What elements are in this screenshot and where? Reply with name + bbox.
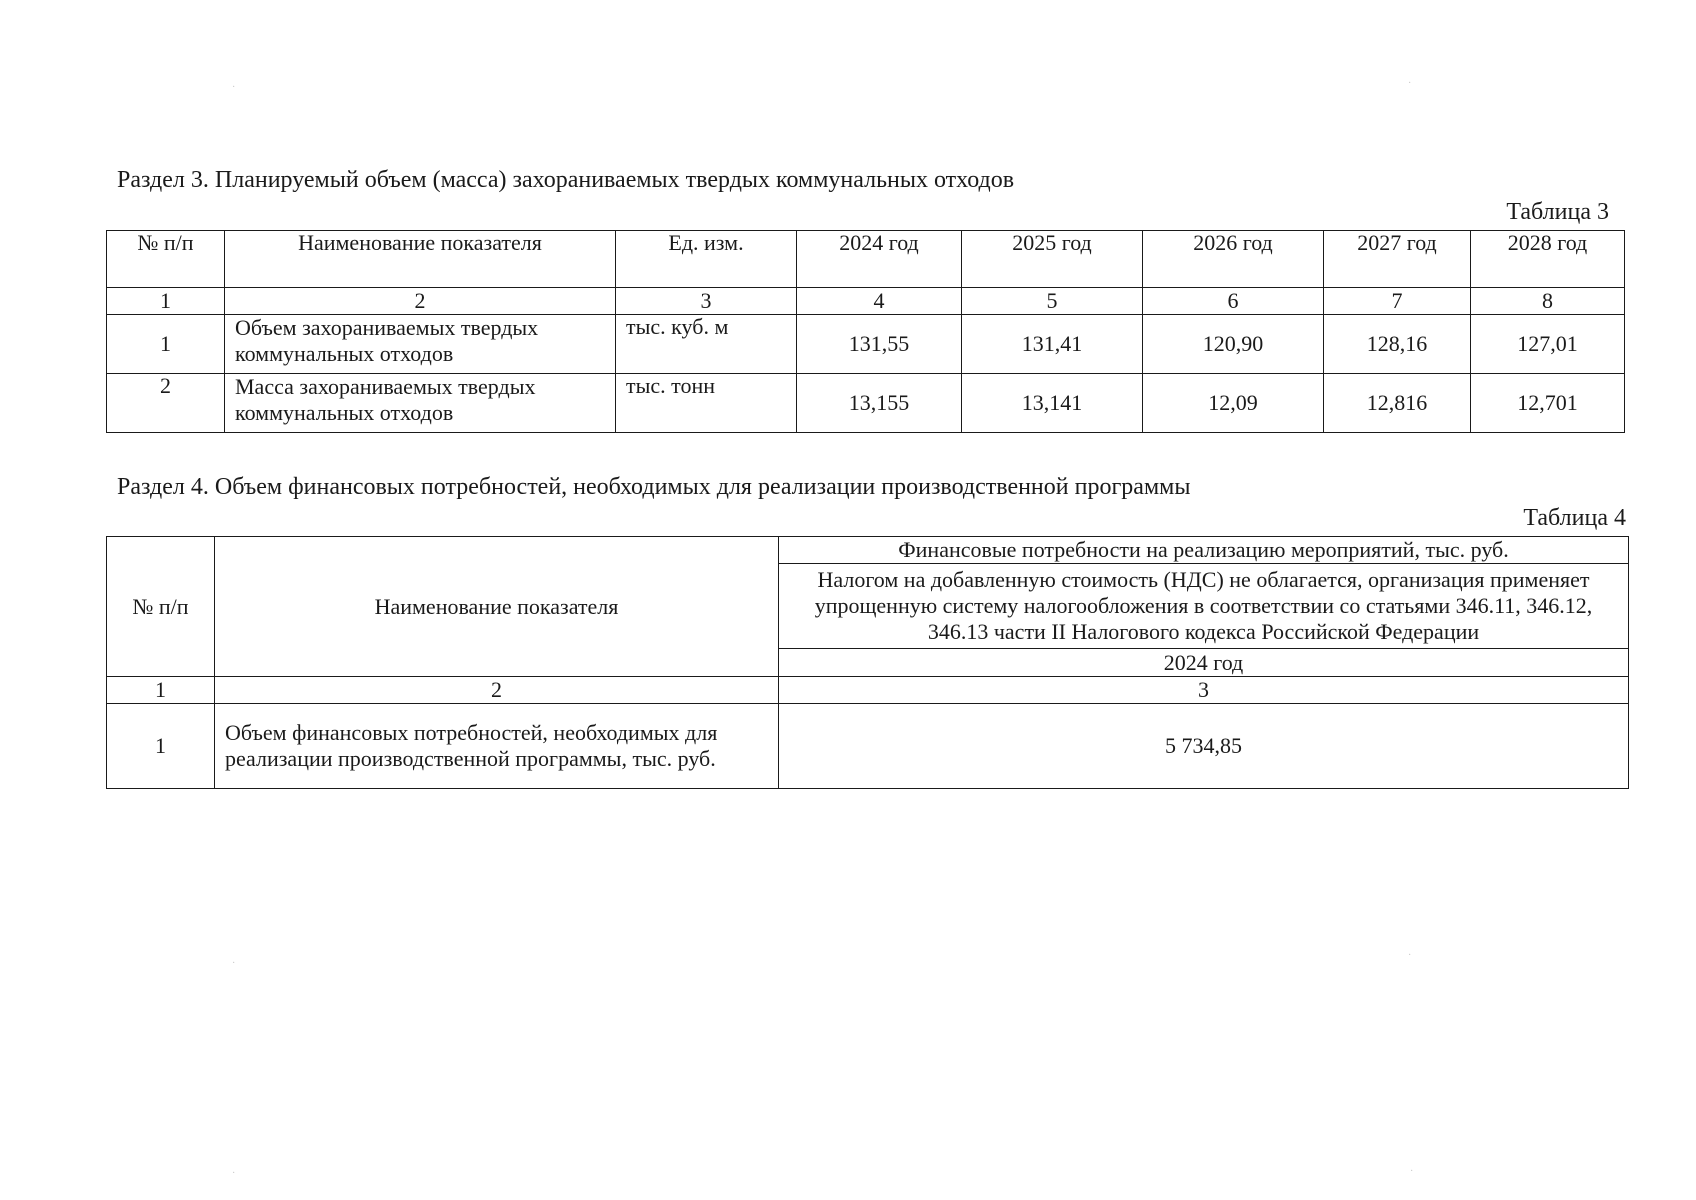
header-financial-needs: Финансовые потребности на реализацию мероприятий, тыс. руб. — [779, 537, 1629, 564]
header-2024: 2024 год — [797, 231, 962, 288]
header-2028: 2028 год — [1471, 231, 1625, 288]
table-4-column-numbers-row — [107, 677, 1629, 704]
header-num: № п/п — [107, 537, 215, 677]
header-unit: Ед. изм. — [616, 231, 797, 288]
row-name: Объем финансовых потребностей, необходимых для реализации производственной программы, тыс. руб. — [215, 704, 779, 789]
section-4-title: Раздел 4. Объем финансовых потребностей, необходимых для реализации производственной программы — [117, 474, 1191, 500]
row-num: 2 — [107, 374, 225, 433]
value-2025: 131,41 — [962, 315, 1143, 374]
header-2027: 2027 год — [1324, 231, 1471, 288]
column-number: 6 — [1143, 288, 1324, 315]
row-unit: тыс. тонн — [616, 374, 797, 433]
header-vat-note: Налогом на добавленную стоимость (НДС) не облагается, организация применяет упрощенную систему налогообложения в соответствии со статьями 346.11, 346.12, 346.13 части II Налогового кодекса Российской Федерации — [779, 564, 1629, 649]
header-2025: 2025 год — [962, 231, 1143, 288]
value-2024: 13,155 — [797, 374, 962, 433]
scan-speck: · — [232, 82, 236, 93]
scan-speck: · — [232, 1168, 236, 1179]
column-number: 1 — [107, 288, 225, 315]
value-2026: 120,90 — [1143, 315, 1324, 374]
table-4-label: Таблица 4 — [1523, 505, 1626, 531]
column-number: 1 — [107, 677, 215, 704]
value-2027: 128,16 — [1324, 315, 1471, 374]
value-2028: 12,701 — [1471, 374, 1625, 433]
value-2027: 12,816 — [1324, 374, 1471, 433]
table-3-label: Таблица 3 — [1506, 199, 1609, 225]
scan-speck: · — [1410, 1166, 1414, 1177]
row-name: Масса захораниваемых твердых коммунальных отходов — [225, 374, 616, 433]
header-year: 2024 год — [779, 649, 1629, 677]
value-2026: 12,09 — [1143, 374, 1324, 433]
column-number: 3 — [779, 677, 1629, 704]
column-number: 2 — [225, 288, 616, 315]
header-name: Наименование показателя — [215, 537, 779, 677]
header-2026: 2026 год — [1143, 231, 1324, 288]
value-2024: 131,55 — [797, 315, 962, 374]
row-value: 5 734,85 — [779, 704, 1629, 789]
scan-speck: · — [1408, 78, 1412, 89]
header-name: Наименование показателя — [225, 231, 616, 288]
row-num: 1 — [107, 315, 225, 374]
column-number: 2 — [215, 677, 779, 704]
column-number: 4 — [797, 288, 962, 315]
column-number: 5 — [962, 288, 1143, 315]
value-2025: 13,141 — [962, 374, 1143, 433]
scan-speck: · — [232, 958, 236, 969]
column-number: 7 — [1324, 288, 1471, 315]
column-number: 8 — [1471, 288, 1625, 315]
scan-speck: · — [1408, 950, 1412, 961]
table-3 — [106, 230, 1625, 433]
table-row — [107, 315, 1625, 374]
table-row — [107, 704, 1629, 789]
row-name: Объем захораниваемых твердых коммунальных отходов — [225, 315, 616, 374]
table-3-header-row — [107, 231, 1625, 288]
header-num: № п/п — [107, 231, 225, 288]
table-3-column-numbers-row — [107, 288, 1625, 315]
row-num: 1 — [107, 704, 215, 789]
table-4-header-row — [107, 537, 1629, 564]
section-3-title: Раздел 3. Планируемый объем (масса) захораниваемых твердых коммунальных отходов — [117, 167, 1015, 193]
column-number: 3 — [616, 288, 797, 315]
table-row — [107, 374, 1625, 433]
value-2028: 127,01 — [1471, 315, 1625, 374]
row-unit: тыс. куб. м — [616, 315, 797, 374]
table-4 — [106, 536, 1629, 789]
